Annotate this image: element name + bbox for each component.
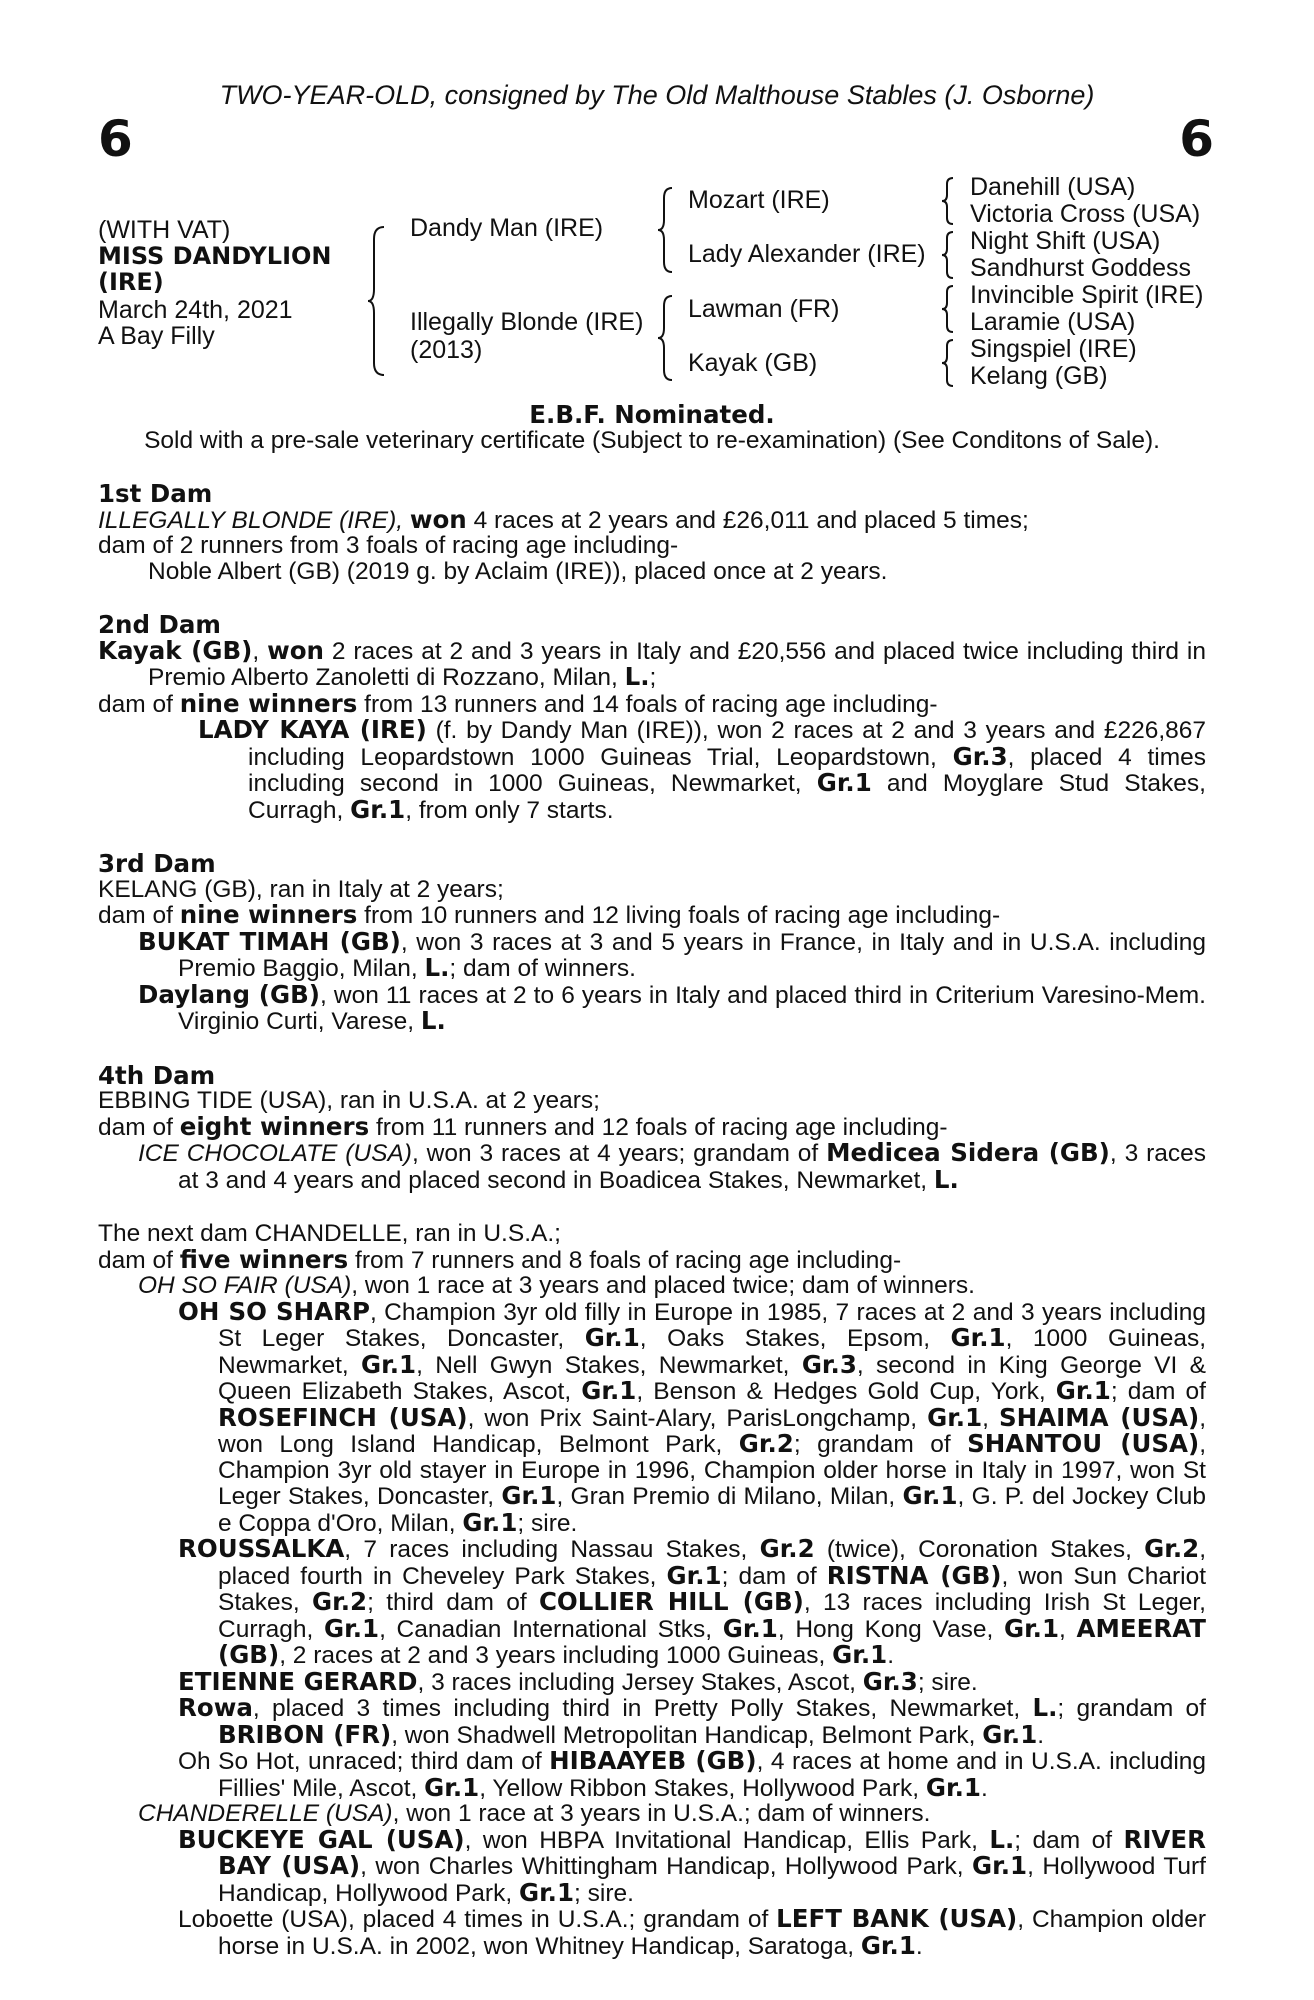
text-run: , won Sun Chariot Stakes, <box>218 1562 1207 1616</box>
bold-text: ETIENNE GERARD <box>178 1666 418 1696</box>
bold-text: L. <box>420 1006 446 1035</box>
bold-text: Gr.1 <box>972 1851 1028 1880</box>
text-run: (twice), Coronation Stakes, <box>814 1536 1145 1563</box>
pedigree-brace-6 <box>940 284 956 334</box>
text-run: , 7 races including Nassau Stakes, <box>344 1536 760 1563</box>
text-run: KELANG (GB), ran in Italy at 2 years; <box>98 875 504 903</box>
text-run: . <box>887 1642 895 1669</box>
text-run: , <box>252 637 268 665</box>
dam: Illegally Blonde (IRE) <box>410 308 644 336</box>
horse-name: MISS DANDYLION <box>98 242 332 270</box>
text-run: , won 3 races at 3 and 5 years in France, in Italy and in U.S.A. including Premio Baggio, Milan, <box>178 928 1206 982</box>
sire: Dandy Man (IRE) <box>410 214 604 242</box>
second-dam-line <box>98 635 1206 691</box>
text-run: (f. by Dandy Man (IRE)), won 2 races at 2 and 3 years and £226,867 including Leopardstown 1000 Guineas Trial, Leopardstown, <box>248 717 1207 771</box>
italic-text: ILLEGALLY BLONDE (IRE), <box>98 506 410 534</box>
bold-text: Gr.2 <box>312 1587 368 1616</box>
next-dam-section <box>98 1221 1206 1959</box>
pedigree-brace-2 <box>656 186 676 274</box>
bold-text: Rowa <box>178 1693 253 1722</box>
bold-text: Kayak (GB) <box>98 635 253 665</box>
second-dam-heading: 2nd Dam <box>98 610 221 639</box>
next-dam-grand-produce-entry <box>98 1748 1206 1801</box>
bold-text: L. <box>424 953 450 982</box>
pedigree-brace-3 <box>656 294 676 382</box>
bold-text: BUCKEYE GAL (USA) <box>178 1824 465 1854</box>
text-run: , <box>1059 1615 1077 1643</box>
bold-text: Medicea Sidera (GB) <box>826 1138 1110 1167</box>
fourth-dam-heading: 4th Dam <box>98 1060 216 1090</box>
bold-text: Gr.1 <box>927 1402 983 1432</box>
dam-year: (2013) <box>410 336 483 364</box>
first-dam-line <box>98 504 1206 534</box>
bold-text: eight winners <box>179 1111 370 1141</box>
grandsire-2: Victoria Cross (USA) <box>970 200 1201 228</box>
text-run: EBBING TIDE (USA), ran in U.S.A. at 2 years; <box>98 1087 600 1114</box>
text-run: 2 races at 2 and 3 years in Italy and £20,556 and placed twice including third in Premio Alberto Zanoletti di Rozzano, Milan, <box>148 637 1206 691</box>
text-run: , Champion older horse in U.S.A. in 2002, won Whitney Handicap, Saratoga, <box>218 1906 1207 1960</box>
bold-text: Gr.3 <box>801 1349 857 1379</box>
text-run: , placed fourth in Cheveley Park Stakes, <box>218 1536 1207 1590</box>
text-run: ; grandam of <box>1057 1695 1206 1722</box>
text-run: ; third dam of <box>367 1589 539 1616</box>
bold-text: HIBAAYEB (GB) <box>549 1746 757 1775</box>
sire-sire: Mozart (IRE) <box>688 186 830 214</box>
text-run: , won Long Island Handicap, Belmont Park, <box>218 1404 1207 1458</box>
text-run: ; sire. <box>574 1879 634 1907</box>
bold-text: Gr.1 <box>816 768 872 797</box>
bold-text: Gr.1 <box>982 1719 1038 1749</box>
text-run: , Oaks Stakes, Epsom, <box>639 1325 951 1352</box>
text-run: ; <box>649 664 657 691</box>
bold-text: Gr.2 <box>759 1534 815 1563</box>
grandsire-6: Laramie (USA) <box>970 308 1136 336</box>
text-run: , won Prix Saint-Alary, ParisLongchamp, <box>467 1404 928 1432</box>
text-run: The next dam CHANDELLE, ran in U.S.A.; <box>98 1220 561 1247</box>
text-run: dam of <box>98 1246 180 1274</box>
text-run: ; sire. <box>517 1509 578 1537</box>
bold-text: Gr.1 <box>462 1507 518 1537</box>
bold-text: Gr.1 <box>1003 1613 1060 1643</box>
next-dam-produce-entry <box>98 1273 1206 1299</box>
bold-text: Gr.1 <box>666 1560 722 1590</box>
consignor-line: TWO-YEAR-OLD, consigned by The Old Malthouse Stables (J. Osborne) <box>219 80 1095 110</box>
text-run: , G. P. del Jockey Club e Coppa d'Oro, Milan, <box>218 1483 1207 1537</box>
fourth-dam-produce-entry <box>98 1140 1206 1193</box>
bold-text: L. <box>989 1824 1015 1854</box>
next-dam-grand-produce-entry <box>98 1906 1206 1959</box>
next-dam-grand-produce-entry <box>98 1695 1206 1748</box>
text-run: Oh So Hot, unraced; third dam of <box>178 1748 550 1775</box>
second-dam-section <box>98 612 1206 823</box>
bold-text: Gr.1 <box>902 1481 958 1510</box>
second-dam-produce-entry <box>148 717 1206 823</box>
bold-text: Gr.3 <box>862 1666 918 1696</box>
bold-text: Gr.1 <box>518 1877 575 1907</box>
pedigree-brace-7 <box>940 338 956 388</box>
text-run: 4 races at 2 years and £26,011 and placed 5 times; <box>466 506 1029 534</box>
third-dam-produce-entry <box>98 926 1206 982</box>
text-run: and Moyglare Stud Stakes, Curragh, <box>248 770 1206 824</box>
text-run: , Nell Gwyn Stakes, Newmarket, <box>416 1351 802 1379</box>
bold-text: Gr.1 <box>832 1640 888 1669</box>
second-dam-produce-summary <box>98 688 1206 718</box>
next-dam-produce-summary <box>98 1244 1206 1274</box>
grandsire-8: Kelang (GB) <box>970 362 1108 390</box>
bold-text: BRIBON (FR) <box>218 1719 392 1749</box>
grandsire-3: Night Shift (USA) <box>970 227 1161 255</box>
pedigree-brace-4 <box>940 176 956 226</box>
grandsire-5: Invincible Spirit (IRE) <box>970 281 1204 309</box>
text-run: Noble Albert (GB) (2019 g. by Aclaim (IRE)), placed once at 2 years. <box>148 557 888 585</box>
bold-text: LEFT BANK (USA) <box>776 1904 1018 1933</box>
italic-text: OH SO FAIR (USA) <box>138 1272 352 1299</box>
bold-text: Gr.1 <box>584 1323 640 1352</box>
bold-text: Daylang (GB) <box>138 979 320 1009</box>
bold-text: Gr.1 <box>1055 1376 1111 1405</box>
text-run: , placed 3 times including third in Pretty Polly Stakes, Newmarket, <box>252 1695 1033 1722</box>
text-run: , 3 races including Jersey Stakes, Ascot, <box>417 1668 863 1696</box>
first-dam-heading: 1st Dam <box>98 479 213 508</box>
text-run: , Gran Premio di Milano, Milan, <box>556 1483 903 1510</box>
text-run: from 10 runners and 12 living foals of racing age including- <box>357 902 1001 929</box>
bold-text: nine winners <box>179 900 358 929</box>
text-run: , second in King George VI & Queen Elizabeth Stakes, Ascot, <box>218 1351 1206 1405</box>
text-run: , won Shadwell Metropolitan Handicap, Belmont Park, <box>391 1721 983 1749</box>
vat-label: (WITH VAT) <box>98 216 231 244</box>
text-run: . <box>915 1932 923 1960</box>
bold-text: Gr.1 <box>925 1772 981 1802</box>
text-run: . <box>980 1774 988 1802</box>
vet-certificate-note: Sold with a pre-sale veterinary certificate (Subject to re-examination) (See Conditons of Sale). <box>144 426 1160 454</box>
text-run: , 3 races at 3 and 4 years and placed second in Boadicea Stakes, Newmarket, <box>178 1140 1206 1194</box>
bold-text: AMEERAT (GB) <box>218 1613 1206 1669</box>
text-run: dam of 2 runners from 3 foals of racing age including- <box>98 532 679 559</box>
pedigree-brace-5 <box>940 230 956 280</box>
grandsire-7: Singspiel (IRE) <box>970 335 1137 363</box>
horse-description: A Bay Filly <box>98 322 215 350</box>
text-run: dam of <box>98 902 180 929</box>
bold-text: SHANTOU (USA) <box>967 1429 1200 1458</box>
text-run: dam of <box>98 1113 180 1141</box>
text-run: from 13 runners and 14 foals of racing age including- <box>357 690 938 718</box>
bold-text: L. <box>1032 1693 1058 1722</box>
text-run: ; dam of <box>721 1562 827 1590</box>
bold-text: Gr.1 <box>950 1323 1006 1352</box>
text-run: from 7 runners and 8 foals of racing age including- <box>348 1246 902 1274</box>
bold-text: ROSEFINCH (USA) <box>218 1402 468 1432</box>
bold-text: five winners <box>179 1244 349 1274</box>
grandsire-4: Sandhurst Goddess <box>970 254 1191 282</box>
bold-text: Gr.1 <box>581 1376 637 1405</box>
first-dam-produce-summary <box>98 533 1206 559</box>
bold-text: SHAIMA (USA) <box>998 1402 1200 1432</box>
third-dam-produce-entry <box>98 979 1206 1035</box>
bold-text: Gr.1 <box>324 1613 380 1643</box>
text-run: , won 1 race at 3 years in U.S.A.; dam of winners. <box>392 1800 931 1827</box>
text-run: , <box>982 1404 999 1432</box>
text-run: , 2 races at 2 and 3 years including 1000 Guineas, <box>279 1642 833 1669</box>
text-run: . <box>1037 1721 1045 1749</box>
italic-text: CHANDERELLE (USA) <box>138 1800 393 1827</box>
text-run: , from only 7 starts. <box>405 796 614 824</box>
bold-text: Gr.1 <box>350 794 406 824</box>
bold-text: RIVER BAY (USA) <box>218 1824 1206 1880</box>
text-run: , Benson & Hedges Gold Cup, York, <box>636 1378 1056 1405</box>
bold-text: Gr.1 <box>501 1481 557 1510</box>
bold-text: Gr.1 <box>722 1613 778 1643</box>
fourth-dam-produce-summary <box>98 1111 1206 1141</box>
bold-text: ROUSSALKA <box>178 1534 345 1563</box>
dam-sire: Lawman (FR) <box>688 295 840 323</box>
bold-text: won <box>267 635 324 665</box>
first-dam-produce-entry <box>98 559 1206 585</box>
italic-text: ICE CHOCOLATE (USA) <box>138 1140 412 1167</box>
bold-text: L. <box>624 662 650 691</box>
text-run: ; dam of winners. <box>449 955 636 982</box>
fourth-dam-line <box>98 1088 1206 1114</box>
text-run: from 11 runners and 12 foals of racing age including- <box>369 1113 948 1141</box>
text-run: , 1000 Guineas, Newmarket, <box>218 1325 1206 1379</box>
pedigree-brace-1 <box>366 225 388 377</box>
text-run: Loboette (USA), placed 4 times in U.S.A.; grandam of <box>178 1906 777 1933</box>
fourth-dam-section <box>98 1060 1206 1194</box>
bold-text: RISTNA (GB) <box>826 1560 1002 1590</box>
bold-text: Gr.1 <box>860 1930 916 1960</box>
bold-text: Gr.1 <box>361 1349 417 1379</box>
lot-number-right: 6 <box>1179 110 1214 168</box>
next-dam-grand-produce-entry <box>98 1824 1206 1907</box>
text-run: dam of <box>98 690 180 718</box>
bold-text: Gr.3 <box>952 741 1008 771</box>
text-run: , 13 races including Irish St Leger, Curragh, <box>218 1589 1206 1643</box>
bold-text: BUKAT TIMAH (GB) <box>138 926 401 956</box>
bold-text: Gr.2 <box>738 1429 794 1458</box>
lot-number-left: 6 <box>98 110 133 168</box>
third-dam-produce-summary <box>98 902 1206 929</box>
sire-dam: Lady Alexander (IRE) <box>688 240 926 268</box>
bold-text: COLLIER HILL (GB) <box>538 1587 804 1616</box>
text-run: , won 3 races at 4 years; grandam of <box>411 1140 827 1167</box>
text-run: ; dam of <box>1014 1826 1124 1854</box>
text-run: , Champion 3yr old stayer in Europe in 1996, Champion older horse in Italy in 1997, won St Leger Stakes, Doncaster, <box>218 1431 1206 1510</box>
bold-text: won <box>409 504 467 534</box>
catalogue-body <box>98 402 1206 1959</box>
text-run: ; sire. <box>917 1668 978 1696</box>
bold-text: nine winners <box>179 688 358 718</box>
text-run: , Hollywood Turf Handicap, Hollywood Park, <box>218 1853 1206 1907</box>
text-run: , placed 4 times including second in 1000 Guineas, Newmarket, <box>248 743 1206 797</box>
text-run: , won HBPA Invitational Handicap, Ellis Park, <box>464 1826 990 1854</box>
text-run: , Hong Kong Vase, <box>777 1615 1004 1643</box>
third-dam-section <box>98 851 1206 1035</box>
horse-country: (IRE) <box>98 268 164 296</box>
next-dam-grand-produce-entry <box>98 1296 1207 1537</box>
text-run: , won 1 race at 3 years and placed twice; dam of winners. <box>351 1272 975 1299</box>
grandsire-1: Danehill (USA) <box>970 173 1136 201</box>
text-run: ; dam of <box>1110 1378 1206 1405</box>
text-run: , won Charles Whittingham Handicap, Hollywood Park, <box>360 1853 973 1880</box>
next-dam-grand-produce-entry <box>98 1666 1206 1696</box>
bold-text: Gr.2 <box>1144 1534 1200 1563</box>
first-dam-section <box>98 481 1206 584</box>
next-dam-line <box>98 1221 1206 1247</box>
text-run: , 4 races at home and in U.S.A. including Fillies' Mile, Ascot, <box>218 1748 1207 1802</box>
foaling-date: March 24th, 2021 <box>98 296 293 324</box>
text-run: , Yellow Ribbon Stakes, Hollywood Park, <box>479 1774 926 1802</box>
next-dam-grand-produce-entry <box>98 1536 1206 1669</box>
bold-text: L. <box>933 1164 959 1194</box>
text-run: , Champion 3yr old filly in Europe in 1985, 7 races at 2 and 3 years including St Leger Stakes, Doncaster, <box>218 1298 1207 1352</box>
dam-dam: Kayak (GB) <box>688 349 818 377</box>
next-dam-produce-entry <box>98 1801 1206 1827</box>
ebf-nominated: E.B.F. Nominated. <box>529 400 775 429</box>
bold-text: OH SO SHARP <box>178 1296 370 1326</box>
third-dam-heading: 3rd Dam <box>98 849 216 878</box>
bold-text: Gr.1 <box>424 1772 480 1802</box>
text-run: ; grandam of <box>793 1431 968 1458</box>
text-run: , won 11 races at 2 to 6 years in Italy and placed third in Criterium Varesino-Mem. Virginio Curti, Varese, <box>178 981 1206 1035</box>
bold-text: LADY KAYA (IRE) <box>198 715 427 744</box>
third-dam-line <box>98 877 1206 903</box>
text-run: , Canadian International Stks, <box>379 1615 723 1643</box>
